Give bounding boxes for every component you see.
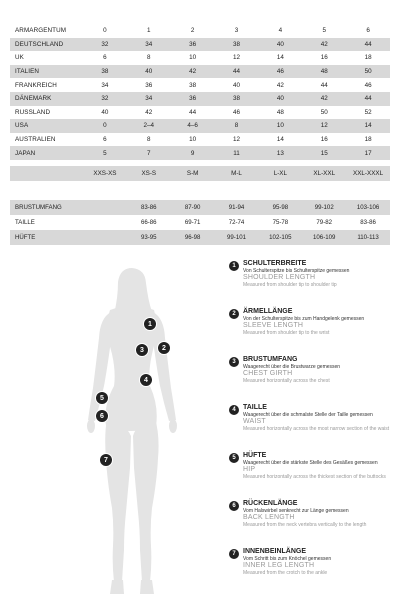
table-row [10, 78, 390, 92]
measure-cell: 79-82 [316, 219, 333, 226]
country-name: ITALIEN [15, 68, 40, 76]
measure-name: HÜFTE [15, 234, 36, 241]
size-cell: 10 [189, 136, 197, 144]
table-row [10, 119, 390, 133]
size-cell: 42 [276, 81, 284, 89]
size-cell: 17 [364, 149, 372, 157]
measure-cell: 83-86 [140, 204, 157, 211]
table-row [10, 133, 390, 147]
size-cell: 40 [276, 95, 284, 103]
size-cell: 9 [190, 149, 195, 157]
measure-cell: 99-101 [227, 234, 246, 241]
table-row [10, 106, 390, 120]
legend-title-en: SHOULDER LENGTH [243, 274, 316, 281]
measure-cell: 95-98 [272, 204, 289, 211]
size-cell: 42 [189, 68, 197, 76]
measure-cell: 110-113 [357, 234, 379, 241]
legend-title-de: HÜFTE [243, 452, 267, 459]
size-cell: 3 [234, 27, 239, 35]
country-name: RUSSLAND [15, 108, 51, 116]
legend-item [228, 548, 396, 596]
size-cell: 14 [276, 136, 284, 144]
size-cell: 8 [147, 136, 151, 144]
country-name: DÄNEMARK [15, 95, 52, 103]
size-cell: 36 [145, 81, 153, 89]
marker-2: 2 [158, 342, 170, 354]
size-cell: 16 [320, 54, 328, 62]
country-name: JAPAN [15, 149, 36, 157]
size-cell: 16 [320, 136, 328, 144]
table-row [10, 38, 390, 52]
size-cell: 10 [189, 54, 197, 62]
measure-cell [83, 219, 127, 226]
size-cell: 38 [101, 68, 109, 76]
legend-title-de: TAILLE [243, 404, 267, 411]
legend-item [228, 308, 396, 356]
table-row [10, 51, 390, 65]
legend-number: 4 [229, 405, 239, 415]
size-cell: 38 [189, 81, 197, 89]
size-cell: 50 [320, 108, 328, 116]
measure-cell: 99-102 [314, 204, 334, 211]
legend-desc-en: Measured horizontally across the chest [243, 378, 330, 384]
legend-desc-de: Von Schulterspitze bis Schulterspitze gemessen [243, 268, 350, 274]
marker-6: 6 [96, 410, 108, 422]
legend-desc-en: Measured horizontally across the most narrow section of the waist [243, 426, 390, 432]
size-header: L-XL [273, 170, 288, 177]
country-name: USA [15, 122, 29, 130]
legend-desc-de: Waagerecht über die schmalste Stelle der Taille gemessen [243, 412, 373, 418]
country-name: UK [15, 54, 24, 62]
legend-number: 1 [229, 261, 239, 271]
measure-cell [83, 234, 127, 241]
legend-desc-de: Waagerecht über die Brustwarze gemessen [243, 364, 341, 370]
legend-item [228, 356, 396, 404]
legend-desc-en: Measured from the crotch to the ankle [243, 570, 328, 576]
size-cell: 44 [364, 95, 372, 103]
measure-cell [83, 204, 127, 211]
table-row [10, 65, 390, 79]
marker-1: 1 [144, 318, 156, 330]
size-cell: 34 [101, 81, 109, 89]
legend-item [228, 404, 396, 452]
legend-desc-en: Measured horizontally across the thickest section of the buttocks [243, 474, 386, 480]
table-row [10, 215, 390, 230]
size-cell: 18 [364, 54, 372, 62]
legend-number: 2 [229, 309, 239, 319]
legend-desc-de: Waagerecht über die stärkste Stelle des Gesäßes gemessen [243, 460, 378, 466]
size-cell: 4 [278, 27, 283, 35]
size-cell: 38 [233, 40, 241, 48]
measure-cell: 66-86 [140, 219, 157, 226]
size-cell: 34 [145, 95, 153, 103]
measure-cell: 87-90 [184, 204, 201, 211]
measurement-legend [228, 260, 396, 596]
measure-cell: 96-98 [184, 234, 201, 241]
size-cell: 6 [103, 54, 107, 62]
size-cell: 44 [364, 40, 372, 48]
size-cell: 48 [276, 108, 284, 116]
legend-title-de: SCHULTERBREITE [243, 260, 307, 267]
legend-title-de: INNENBEINLÄNGE [243, 548, 307, 555]
legend-desc-en: Measured from shoulder tip to the wrist [243, 330, 330, 336]
legend-item [228, 500, 396, 548]
size-cell: 40 [276, 40, 284, 48]
size-cell: 44 [320, 81, 328, 89]
country-name: ARMARGENTUM [15, 27, 67, 35]
marker-4: 4 [140, 374, 152, 386]
measure-cell: 103-106 [356, 204, 380, 211]
legend-title-en: INNER LEG LENGTH [243, 562, 315, 569]
marker-3: 3 [136, 344, 148, 356]
size-cell: 46 [364, 81, 372, 89]
size-cell: 0 [103, 122, 107, 130]
measure-name: BRUSTUMFANG [15, 204, 62, 211]
size-cell: 50 [364, 68, 372, 76]
measure-name: TAILLE [15, 219, 35, 226]
size-cell: 40 [101, 108, 109, 116]
legend-item [228, 260, 396, 308]
legend-number: 7 [229, 549, 239, 559]
measure-cell: 106-109 [313, 234, 336, 241]
legend-desc-de: Vom Halswirbel senkrecht zur Länge gemessen [243, 508, 349, 514]
size-header: S-M [186, 170, 199, 177]
size-cell: 48 [320, 68, 328, 76]
body-silhouette [60, 268, 200, 598]
size-cell: 11 [233, 149, 240, 157]
measure-cell: 91-94 [228, 204, 245, 211]
legend-desc-de: Vom Schritt bis zum Knöchel gemessen [243, 556, 332, 562]
legend-desc-en: Measured from the neck vertebra vertically to the length [243, 522, 367, 528]
legend-number: 3 [229, 357, 239, 367]
size-header-row [10, 166, 390, 181]
table-row [10, 230, 390, 245]
size-cell: 6 [103, 136, 107, 144]
size-cell: 14 [364, 122, 372, 130]
size-header: XXS-XS [93, 170, 117, 177]
legend-title-de: RÜCKENLÄNGE [243, 500, 298, 507]
measure-cell: 102-105 [269, 234, 292, 241]
country-name: FRANKREICH [15, 81, 57, 89]
size-cell: 46 [233, 108, 241, 116]
legend-title-de: BRUSTUMFANG [243, 356, 298, 363]
size-cell: 10 [276, 122, 284, 130]
legend-desc-en: Measured from shoulder tip to shoulder tip [243, 282, 337, 288]
size-header: M-L [231, 170, 242, 177]
size-cell: 46 [276, 68, 284, 76]
size-cell: 32 [101, 40, 109, 48]
legend-title-en: BACK LENGTH [243, 514, 295, 521]
marker-7: 7 [100, 454, 112, 466]
measure-cell: 75-78 [272, 219, 289, 226]
legend-item [228, 452, 396, 500]
country-name: DEUTSCHLAND [15, 40, 64, 48]
size-cell: 40 [233, 81, 241, 89]
size-cell: 5 [103, 149, 107, 157]
size-cell: 42 [145, 108, 153, 116]
table-row [10, 200, 390, 215]
legend-number: 6 [229, 501, 239, 511]
size-cell: 44 [233, 68, 241, 76]
country-name: AUSTRALIEN [15, 136, 56, 144]
marker-5: 5 [96, 392, 108, 404]
size-cell: 44 [189, 108, 197, 116]
size-cell: 12 [233, 136, 241, 144]
legend-desc-de: Von der Schulterspitze bis zum Handgelenk gemessen [243, 316, 365, 322]
legend-title-en: HIP [243, 466, 256, 473]
table-row [10, 92, 390, 106]
size-cell: 8 [234, 122, 239, 130]
size-cell: 36 [189, 40, 197, 48]
size-header: XS-S [141, 170, 157, 177]
size-cell: 12 [320, 122, 328, 130]
measure-cell: 83-86 [360, 219, 376, 226]
legend-title-de: ÄRMELLÄNGE [243, 308, 293, 315]
size-cell: 42 [320, 95, 328, 103]
size-cell: 40 [145, 68, 153, 76]
size-cell: 13 [276, 149, 284, 157]
size-cell: 36 [189, 95, 197, 103]
table-row [10, 24, 390, 38]
size-cell: 14 [276, 54, 284, 62]
size-cell: 4–6 [187, 122, 198, 130]
country-size-table [10, 24, 390, 160]
size-cell: 0 [103, 27, 107, 35]
measurement-table [10, 166, 390, 245]
size-cell: 32 [101, 95, 109, 103]
size-cell: 2–4 [143, 122, 155, 130]
size-header: XL-XXL [313, 170, 336, 177]
size-header: XXL-XXXL [353, 170, 384, 177]
size-cell: 6 [366, 27, 370, 35]
table-row [10, 146, 390, 160]
silhouette-drawing [60, 268, 200, 598]
legend-title-en: WAIST [243, 418, 266, 425]
size-cell: 15 [320, 149, 328, 157]
legend-number: 5 [229, 453, 239, 463]
size-cell: 42 [320, 40, 328, 48]
size-cell: 18 [364, 136, 372, 144]
measure-cell: 69-71 [184, 219, 201, 226]
measure-cell: 93-95 [140, 234, 157, 241]
legend-title-en: CHEST GIRTH [243, 370, 293, 377]
size-cell: 12 [233, 54, 241, 62]
size-cell: 5 [322, 27, 326, 35]
size-cell: 52 [364, 108, 372, 116]
size-cell: 7 [147, 149, 151, 157]
size-cell: 34 [145, 40, 153, 48]
size-cell: 2 [190, 27, 195, 35]
legend-title-en: SLEEVE LENGTH [243, 322, 304, 329]
size-cell: 38 [233, 95, 241, 103]
measure-cell: 72-74 [228, 219, 245, 226]
size-cell: 8 [147, 54, 151, 62]
size-cell: 1 [147, 27, 151, 35]
